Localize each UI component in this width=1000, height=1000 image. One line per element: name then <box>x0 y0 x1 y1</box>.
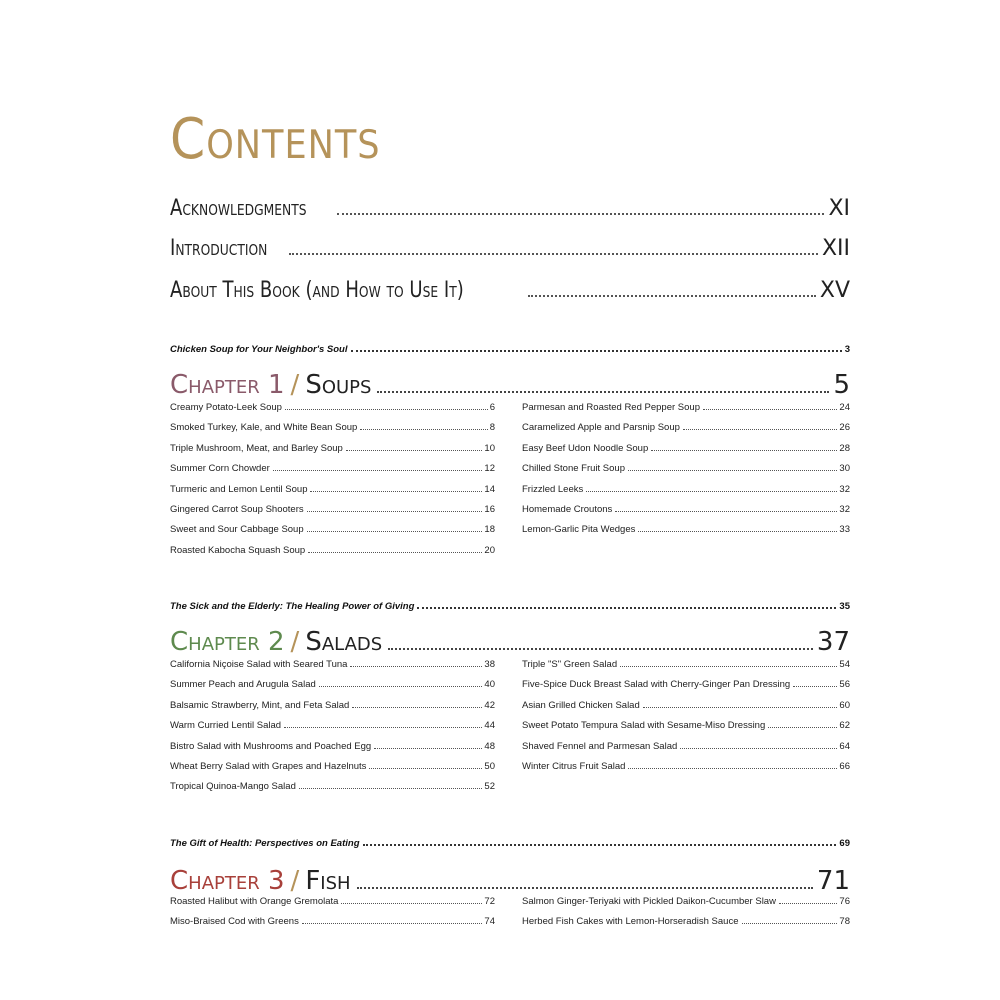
recipe-title: Balsamic Strawberry, Mint, and Feta Salad <box>170 699 350 711</box>
recipe-page: 20 <box>484 544 495 556</box>
leader-dots <box>703 409 837 410</box>
toc-label: The Gift of Health: Perspectives on Eating <box>170 838 360 849</box>
toc-page: XII <box>821 236 850 261</box>
leader-dots <box>651 450 837 451</box>
toc-recipe-entry[interactable] <box>170 463 495 483</box>
chapter-page: 37 <box>816 627 850 657</box>
toc-recipe-entry[interactable] <box>522 741 850 761</box>
toc-front-acknowledgments[interactable] <box>170 198 850 220</box>
leader-dots <box>302 923 483 924</box>
recipe-title: Chilled Stone Fruit Soup <box>522 463 625 475</box>
recipe-title: Lemon-Garlic Pita Wedges <box>522 524 636 536</box>
recipe-page: 12 <box>484 463 495 475</box>
leader-dots <box>273 470 483 471</box>
leader-dots <box>308 552 482 553</box>
contents-page <box>170 0 850 1000</box>
toc-recipe-entry[interactable] <box>170 896 495 916</box>
leader-dots <box>341 903 482 904</box>
leader-dots <box>388 648 813 650</box>
recipe-page: 40 <box>484 679 495 691</box>
leader-dots <box>319 686 483 687</box>
leader-dots <box>779 903 837 904</box>
chapter-number: Chapter 3 <box>170 866 285 896</box>
recipe-title: Summer Corn Chowder <box>170 463 270 475</box>
chapter-name: Salads <box>305 627 383 657</box>
leader-dots <box>363 844 837 846</box>
leader-dots <box>586 491 837 492</box>
chapter-heading-soups[interactable] <box>170 372 850 398</box>
recipe-title: Sweet Potato Tempura Salad with Sesame-Miso Dressing <box>522 720 766 732</box>
toc-recipe-entry[interactable] <box>522 504 850 524</box>
recipe-title: Homemade Croutons <box>522 503 613 515</box>
leader-dots <box>643 707 838 708</box>
recipe-title: Triple "S" Green Salad <box>522 659 618 670</box>
leader-dots <box>683 429 838 430</box>
leader-dots <box>374 748 482 749</box>
leader-dots <box>337 212 825 215</box>
toc-label: The Sick and the Elderly: The Healing Power of Giving <box>170 601 415 612</box>
toc-label: Chicken Soup for Your Neighbor's Soul <box>170 344 348 355</box>
recipe-page: 52 <box>484 781 495 793</box>
recipe-title: Roasted Kabocha Squash Soup <box>170 544 306 556</box>
toc-recipe-entry[interactable] <box>522 720 850 740</box>
toc-recipe-entry[interactable] <box>522 422 850 442</box>
leader-dots <box>369 768 482 769</box>
toc-recipe-entry[interactable] <box>170 504 495 524</box>
toc-recipe-entry[interactable] <box>170 443 495 463</box>
toc-recipe-entry[interactable] <box>170 761 495 781</box>
recipe-title: Parmesan and Roasted Red Pepper Soup <box>522 402 700 413</box>
recipe-title: Turmeric and Lemon Lentil Soup <box>170 483 308 495</box>
recipe-page: 24 <box>839 402 850 413</box>
page-title: Contents <box>170 107 381 172</box>
toc-recipe-entry[interactable] <box>522 679 850 699</box>
toc-recipe-entry[interactable] <box>522 463 850 483</box>
recipe-title: Roasted Halibut with Orange Gremolata <box>170 896 339 907</box>
toc-recipe-entry[interactable] <box>522 402 850 422</box>
recipe-title: Caramelized Apple and Parsnip Soup <box>522 422 680 434</box>
recipe-title: Smoked Turkey, Kale, and White Bean Soup <box>170 422 358 434</box>
chapter-separator: / <box>290 370 300 400</box>
toc-recipe-entry[interactable] <box>170 402 495 422</box>
recipe-title: Wheat Berry Salad with Grapes and Hazelnuts <box>170 760 367 772</box>
recipe-page: 8 <box>489 422 495 434</box>
chapter-page: 5 <box>833 370 850 400</box>
leader-dots <box>628 768 837 769</box>
leader-dots <box>360 429 487 430</box>
recipe-title: Winter Citrus Fruit Salad <box>522 760 626 772</box>
toc-page: 69 <box>839 838 850 849</box>
recipe-page: 32 <box>839 483 850 495</box>
toc-recipe-entry[interactable] <box>170 679 495 699</box>
toc-recipe-entry[interactable] <box>170 659 495 679</box>
leader-dots <box>768 727 837 728</box>
leader-dots <box>357 887 813 889</box>
recipe-title: Salmon Ginger-Teriyaki with Pickled Daikon-Cucumber Slaw <box>522 896 776 907</box>
recipe-title: California Niçoise Salad with Seared Tuna <box>170 659 348 670</box>
chapter-page: 71 <box>816 866 850 896</box>
chapter-separator: / <box>290 866 300 896</box>
recipe-title: Miso-Braised Cod with Greens <box>170 916 299 928</box>
recipe-page: 26 <box>839 422 850 434</box>
recipe-title: Triple Mushroom, Meat, and Barley Soup <box>170 442 343 454</box>
toc-recipe-entry[interactable] <box>170 741 495 761</box>
toc-recipe-entry[interactable] <box>170 484 495 504</box>
leader-dots <box>350 666 482 667</box>
recipe-title: Warm Curried Lentil Salad <box>170 720 282 732</box>
toc-page: XV <box>819 278 850 303</box>
toc-recipe-entry[interactable] <box>170 781 495 801</box>
toc-recipe-entry[interactable] <box>170 916 495 936</box>
toc-label: About This Book (and How to Use It) <box>170 278 464 303</box>
recipe-page: 56 <box>839 679 850 691</box>
leader-dots <box>377 391 829 393</box>
recipe-page: 32 <box>839 503 850 515</box>
leader-dots <box>284 727 482 728</box>
leader-dots <box>742 923 838 924</box>
recipe-page: 6 <box>489 402 495 413</box>
recipe-page: 76 <box>839 896 850 907</box>
recipe-page: 38 <box>484 659 495 670</box>
recipe-page: 74 <box>484 916 495 928</box>
leader-dots <box>289 252 818 255</box>
toc-recipe-entry[interactable] <box>522 896 850 916</box>
recipe-title: Herbed Fish Cakes with Lemon-Horseradish Sauce <box>522 916 739 928</box>
recipe-title: Shaved Fennel and Parmesan Salad <box>522 740 678 752</box>
toc-recipe-entry[interactable] <box>170 700 495 720</box>
chapter-separator: / <box>290 627 300 657</box>
recipe-page: 10 <box>484 442 495 454</box>
toc-recipe-entry[interactable] <box>170 545 495 565</box>
recipe-title: Bistro Salad with Mushrooms and Poached Egg <box>170 740 372 752</box>
recipe-page: 44 <box>484 720 495 732</box>
chapter-2-right-column <box>522 659 850 781</box>
leader-dots <box>307 511 483 512</box>
recipe-title: Sweet and Sour Cabbage Soup <box>170 524 304 536</box>
toc-essay[interactable] <box>170 344 850 355</box>
leader-dots <box>299 788 483 789</box>
leader-dots <box>638 531 837 532</box>
recipe-page: 42 <box>484 699 495 711</box>
recipe-page: 48 <box>484 740 495 752</box>
chapter-1-right-column <box>522 402 850 545</box>
toc-recipe-entry[interactable] <box>522 761 850 781</box>
recipe-page: 50 <box>484 760 495 772</box>
recipe-page: 28 <box>839 442 850 454</box>
recipe-title: Five-Spice Duck Breast Salad with Cherry-Ginger Pan Dressing <box>522 679 791 691</box>
leader-dots <box>351 350 842 352</box>
chapter-3-right-column <box>522 896 850 937</box>
leader-dots <box>615 511 837 512</box>
toc-recipe-entry[interactable] <box>522 916 850 936</box>
chapter-number: Chapter 1 <box>170 370 285 400</box>
recipe-page: 30 <box>839 463 850 475</box>
toc-page: 3 <box>844 344 850 355</box>
recipe-title: Creamy Potato-Leek Soup <box>170 402 282 413</box>
toc-recipe-entry[interactable] <box>522 484 850 504</box>
recipe-page: 72 <box>484 896 495 907</box>
leader-dots <box>307 531 483 532</box>
chapter-2-left-column <box>170 659 495 802</box>
toc-recipe-entry[interactable] <box>522 443 850 463</box>
leader-dots <box>528 294 816 297</box>
leader-dots <box>352 707 482 708</box>
recipe-page: 16 <box>484 503 495 515</box>
toc-recipe-entry[interactable] <box>522 659 850 679</box>
recipe-title: Gingered Carrot Soup Shooters <box>170 503 304 515</box>
recipe-page: 62 <box>839 720 850 732</box>
recipe-page: 60 <box>839 699 850 711</box>
chapter-name: Soups <box>305 370 372 400</box>
leader-dots <box>417 607 836 609</box>
recipe-page: 33 <box>839 524 850 536</box>
toc-label: Introduction <box>170 236 268 261</box>
toc-recipe-entry[interactable] <box>170 524 495 544</box>
leader-dots <box>346 450 483 451</box>
leader-dots <box>628 470 837 471</box>
toc-recipe-entry[interactable] <box>522 700 850 720</box>
recipe-page: 18 <box>484 524 495 536</box>
chapter-name: Fish <box>305 866 351 896</box>
recipe-page: 78 <box>839 916 850 928</box>
toc-page: XI <box>828 196 850 221</box>
toc-recipe-entry[interactable] <box>522 524 850 544</box>
leader-dots <box>310 491 482 492</box>
leader-dots <box>620 666 837 667</box>
chapter-number: Chapter 2 <box>170 627 285 657</box>
recipe-page: 14 <box>484 483 495 495</box>
toc-essay[interactable] <box>170 838 850 849</box>
toc-label: Acknowledgments <box>170 196 307 221</box>
recipe-page: 66 <box>839 760 850 772</box>
toc-essay[interactable] <box>170 601 850 612</box>
recipe-title: Frizzled Leeks <box>522 483 584 495</box>
leader-dots <box>285 409 488 410</box>
toc-recipe-entry[interactable] <box>170 422 495 442</box>
recipe-page: 54 <box>839 659 850 670</box>
toc-front-about-this-book[interactable] <box>170 280 850 302</box>
leader-dots <box>680 748 837 749</box>
chapter-1-left-column <box>170 402 495 565</box>
chapter-heading-salads[interactable] <box>170 629 850 655</box>
recipe-title: Summer Peach and Arugula Salad <box>170 679 316 691</box>
toc-page: 35 <box>839 601 850 612</box>
recipe-page: 64 <box>839 740 850 752</box>
toc-recipe-entry[interactable] <box>170 720 495 740</box>
recipe-title: Tropical Quinoa-Mango Salad <box>170 781 296 793</box>
recipe-title: Easy Beef Udon Noodle Soup <box>522 442 649 454</box>
chapter-heading-fish[interactable] <box>170 868 850 894</box>
leader-dots <box>793 686 837 687</box>
chapter-3-left-column <box>170 896 495 937</box>
recipe-title: Asian Grilled Chicken Salad <box>522 699 640 711</box>
toc-front-introduction[interactable] <box>170 238 850 260</box>
